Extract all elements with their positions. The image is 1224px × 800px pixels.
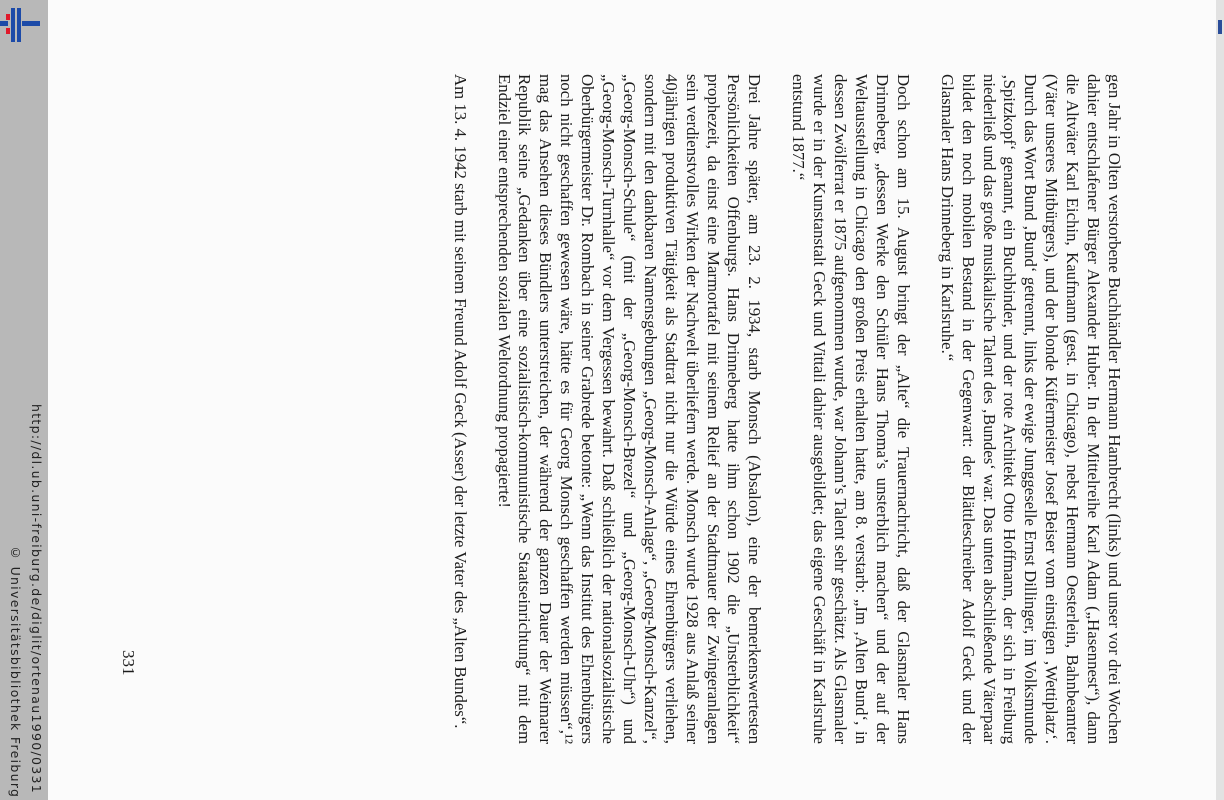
paragraph: Am 13. 4. 1942 starb mit seinem Freund Adolf Geck (Asser) der letzte Vater des „Alten Bundes“. bbox=[450, 74, 470, 729]
page-body-text bbox=[266, 74, 1124, 744]
copyright-notice: © Universitätsbibliothek Freiburg bbox=[8, 544, 23, 798]
edge-marker-icon bbox=[1218, 20, 1222, 34]
viewer-sidebar bbox=[0, 0, 48, 800]
page-number: 331 bbox=[119, 650, 138, 676]
paragraph: gen Jahr in Olten verstorbene Buchhändler Hermann Hambrecht (links) und unser vor drei Wochen dahier entschlafener Bürger Alexander Huber. In der Mittelreihe Karl Adam („Hasennest“), dann die Altväter Karl Eichin, Kaufmann (gest. in Chicago), nebst Hermann Oesterlein, Bahnbeamter (Väter unseres Mitbürgers), und der blonde Küfermeister Josef Beiser vom einstigen ‚Wettiplatz‘. Durch das Wort Bund ‚Bund‘ getrennt, links der ewige Junggeselle Ernst Dillinger, im Volksmunde ‚Spitzkopf‘ genannt, ein Buchbinder, und der rote Architekt Otto Hoffmann, der sich in Freiburg niederließ und das große musikalische Talent des ‚Bundes‘ war. Das unten abschließende Väterpaar bildet den noch mobilen Bestand in der Gegenwart: der Blättleschreiber Adolf Geck und der Glasmaler Hans Drinneberg in Karlsruhe.“ bbox=[937, 74, 1124, 744]
paragraph: Drei Jahre später, am 23. 2. 1934, starb Monsch (Absalon), eine der bemerkenswertesten Persönlichkeiten Offenburgs. Hans Drinneberg hatte ihm schon 1902 die „Unsterblichkeit“ prophezeit, da einst eine Marmortafel mit seinem Relief an der Stadtmauer der Zwingeranlagen sein verdienstvolles Wirken der Nachwelt überliefern werde. Monsch wurde 1928 aus Anlaß seiner 40jährigen produktiven Tätigkeit als Stadtrat nicht nur die Würde eines Ehrenbürgers verliehen, sondern mit den dankbaren Namensgebungen „Georg-Monsch-Anlage“, „Georg-Monsch-Kanzel“, „Georg-Monsch-Schule“ (mit der „Georg-Monsch-Brezel“ und „Georg-Monsch-Uhr“) und „Georg-Monsch-Turnhalle“ vor dem Vergessen bewahrt. Daß schließlich der nationalsozialistische Oberbürgermeister Dr. Rombach in seiner Grabrede betonte: „Wenn das Institut des Ehrenbürgers noch nicht geschaffen gewesen wäre, hätte es für Georg Monsch geschaffen werden müssen“,¹² mag das Ansehen dieses Bündlers unterstreichen, der während der ganzen Dauer der Weimarer Republik seine „Gedanken über eine sozialistisch-kommunistische Staatseinrichtung“ mit dem Endziel einer entsprechenden sozialen Weltordnung propagierte! bbox=[494, 74, 765, 744]
page-edge bbox=[1216, 0, 1224, 800]
source-url[interactable]: http://dl.ub.uni-freiburg.de/diglit/ortenau1990/0331 bbox=[29, 404, 44, 794]
paragraph: Doch schon am 15. August bringt der „Alte“ die Trauernachricht, daß der Glasmaler Hans Drinneberg, „dessen Werke den Schüler Hans Thoma’s unsterblich machen“ und der auf der Weltausstellung in Chicago den großen Preis erhalten hatte, am 8. verstarb: „Im ‚Alten Bund‘, in dessen Zwölferrat er 1875 aufgenommen wurde, war Johann’s Talent sehr geschätzt. Als Glasmaler wurde er in der Kunstanstalt Geck und Vittali dahier ausgebildet; das eigene Geschäft in Karlsruhe entstund 1877.“ bbox=[789, 74, 913, 744]
